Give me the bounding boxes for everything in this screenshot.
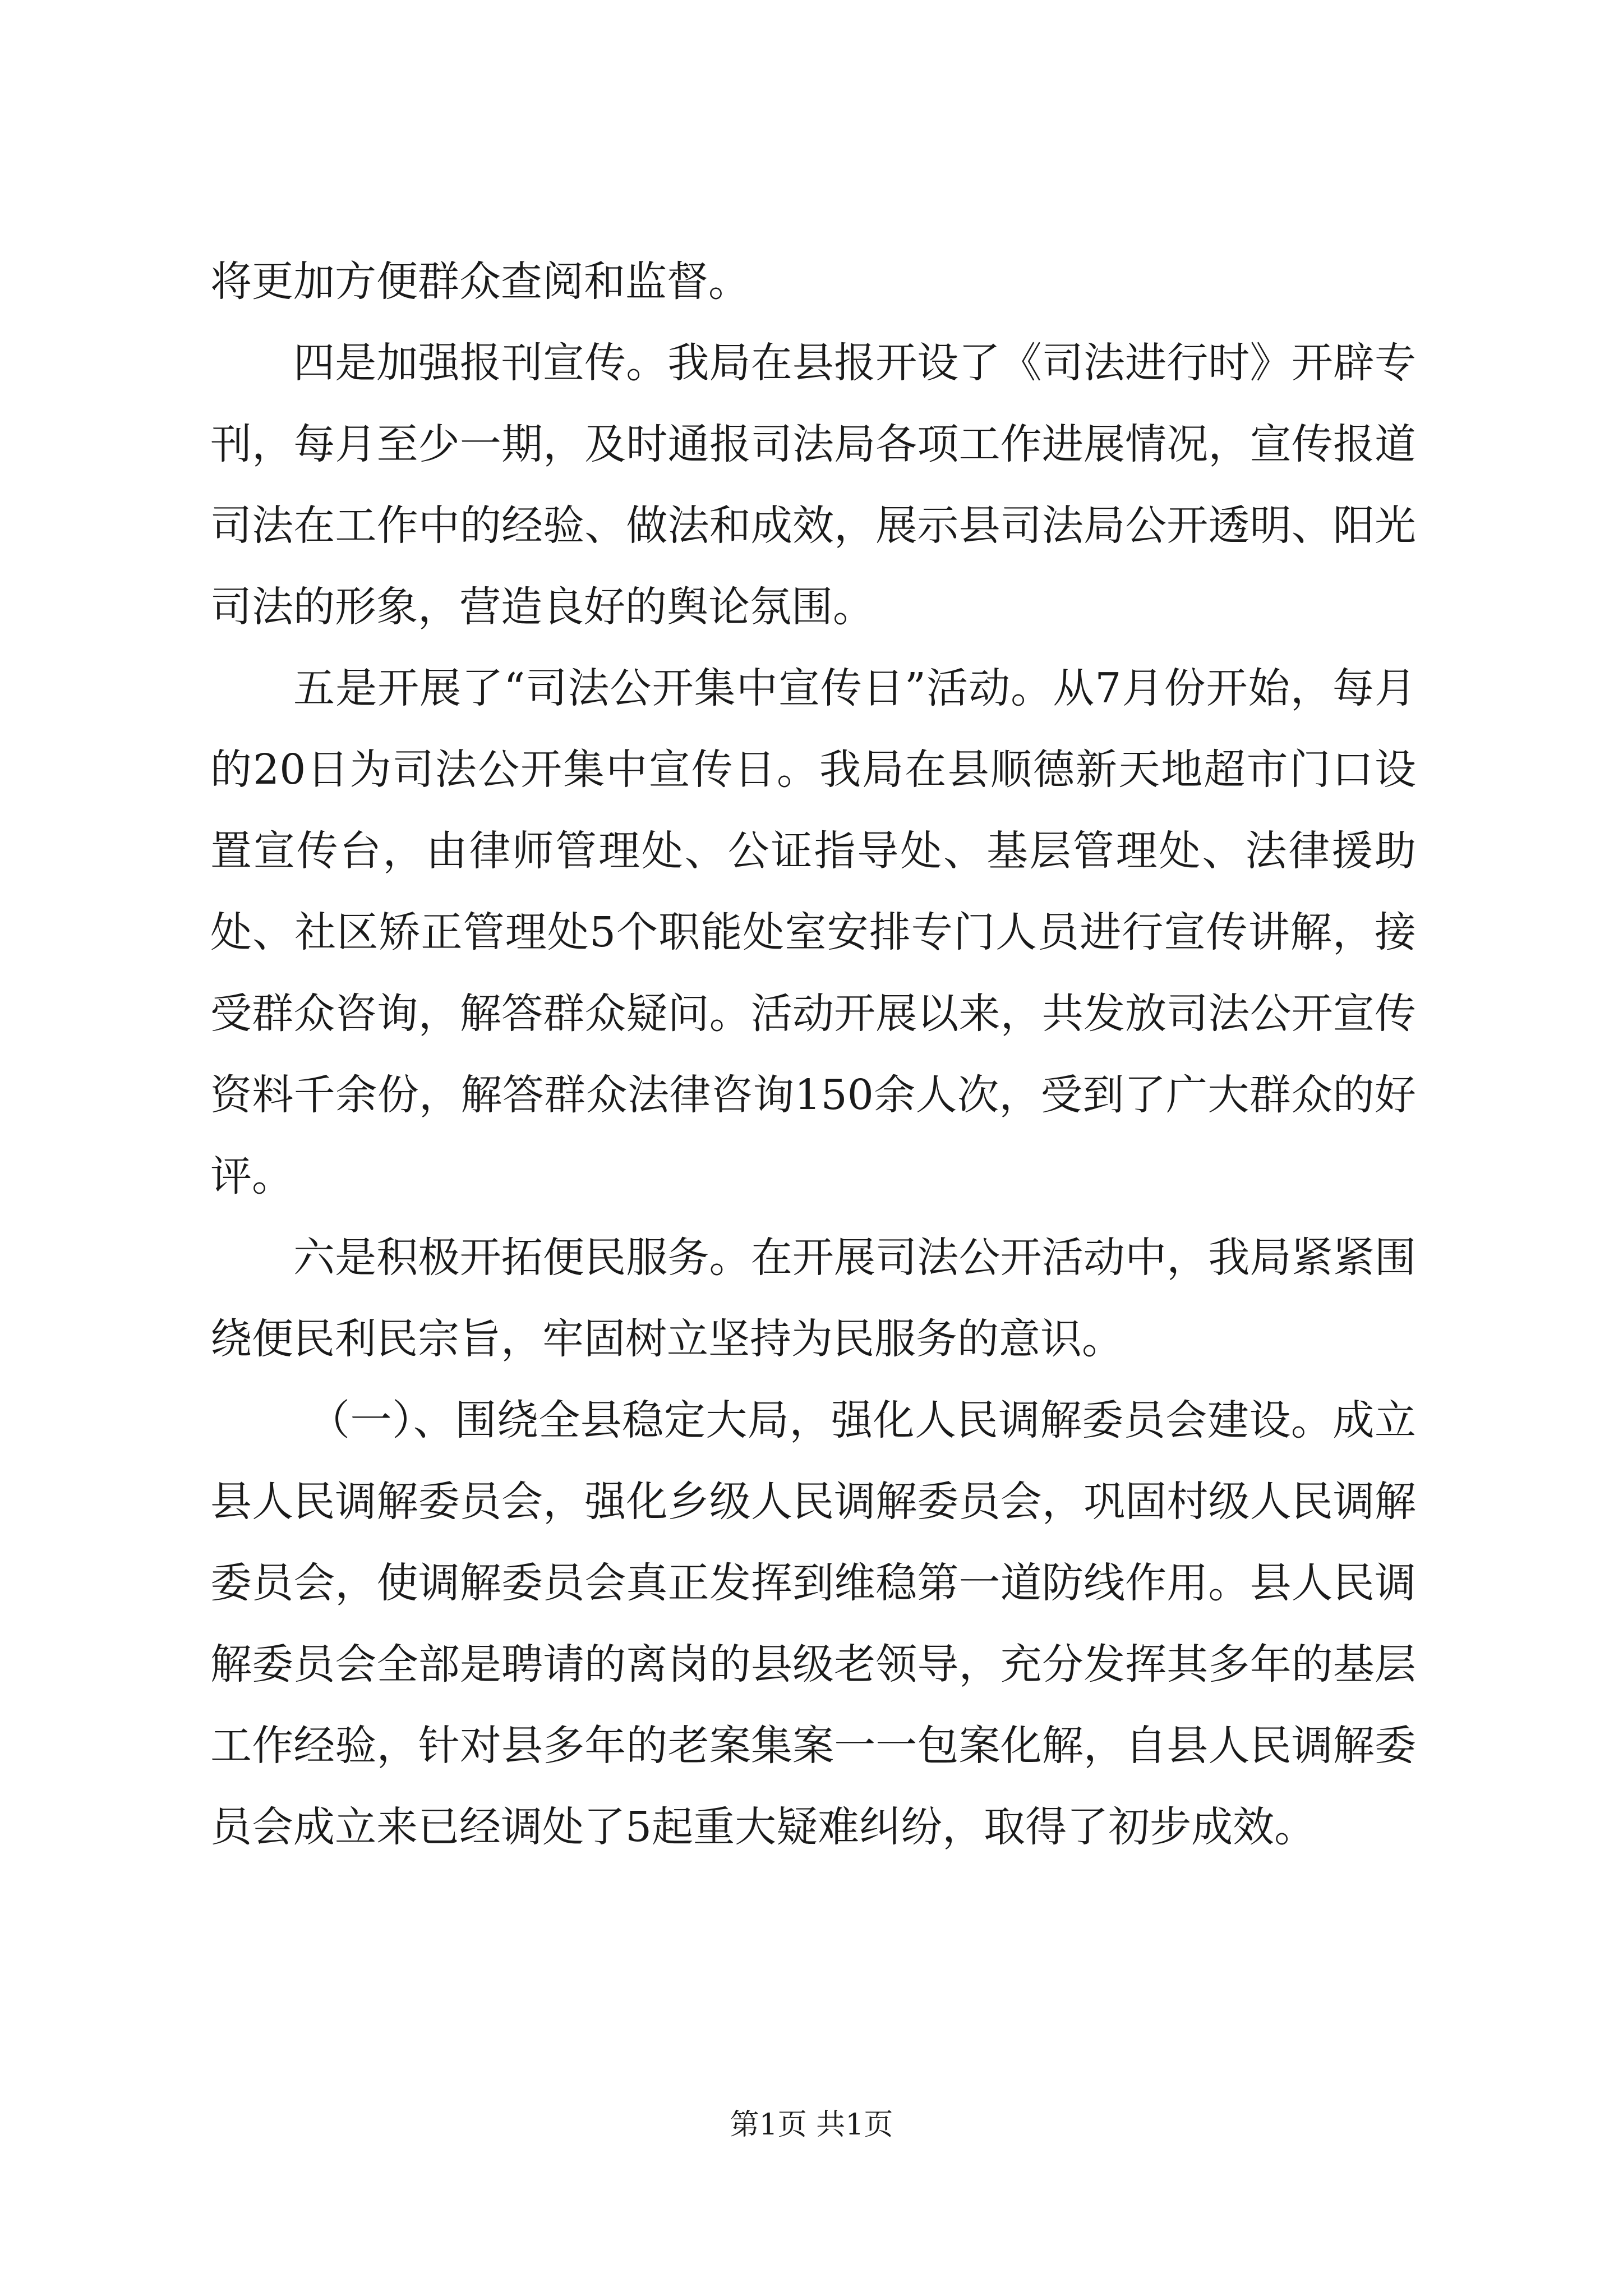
- paragraph-convenience-service: 六是积极开拓便民服务。在开展司法公开活动中，我局紧紧围绕便民利民宗旨，牢固树立坚持为民服务的意识。: [210, 1234, 1416, 1363]
- paragraph-continuation: 将更加方便群众查阅和监督。: [210, 257, 750, 306]
- paragraph-publicity-day: 五是开展了“司法公开集中宣传日”活动。从7月份开始，每月的20日为司法公开集中宣传日。我局在县顺德新天地超市门口设置宣传台，由律师管理处、公证指导处、基层管理处、法律援助处、社区矫正管理处5个职能处室安排专门人员进行宣传讲解，接受群众咨询，解答群众疑问。活动开展以来，共发放司法公开宣传资料千余份，解答群众法律咨询150余人次，受到了广大群众的好评。: [210, 664, 1416, 1200]
- paragraph-mediation-committee: （一）、围绕全县稳定大局，强化人民调解委员会建设。成立县人民调解委员会，强化乡级人民调解委员会，巩固村级人民调解委员会，使调解委员会真正发挥到维稳第一道防线作用。县人民调解委员会全部是聘请的离岗的县级老领导，充分发挥其多年的基层工作经验，针对县多年的老案集案一一包案化解，自县人民调解委员会成立来已经调处了5起重大疑难纠纷，取得了初步成效。: [210, 1396, 1416, 1851]
- document-body: [210, 241, 1416, 1868]
- page-footer: 第1页 共1页: [730, 2108, 893, 2142]
- paragraph-newspaper-publicity: 四是加强报刊宣传。我局在县报开设了《司法进行时》开辟专刊，每月至少一期，及时通报司法局各项工作进展情况，宣传报道司法在工作中的经验、做法和成效，展示县司法局公开透明、阳光司法的形象，营造良好的舆论氛围。: [210, 339, 1416, 631]
